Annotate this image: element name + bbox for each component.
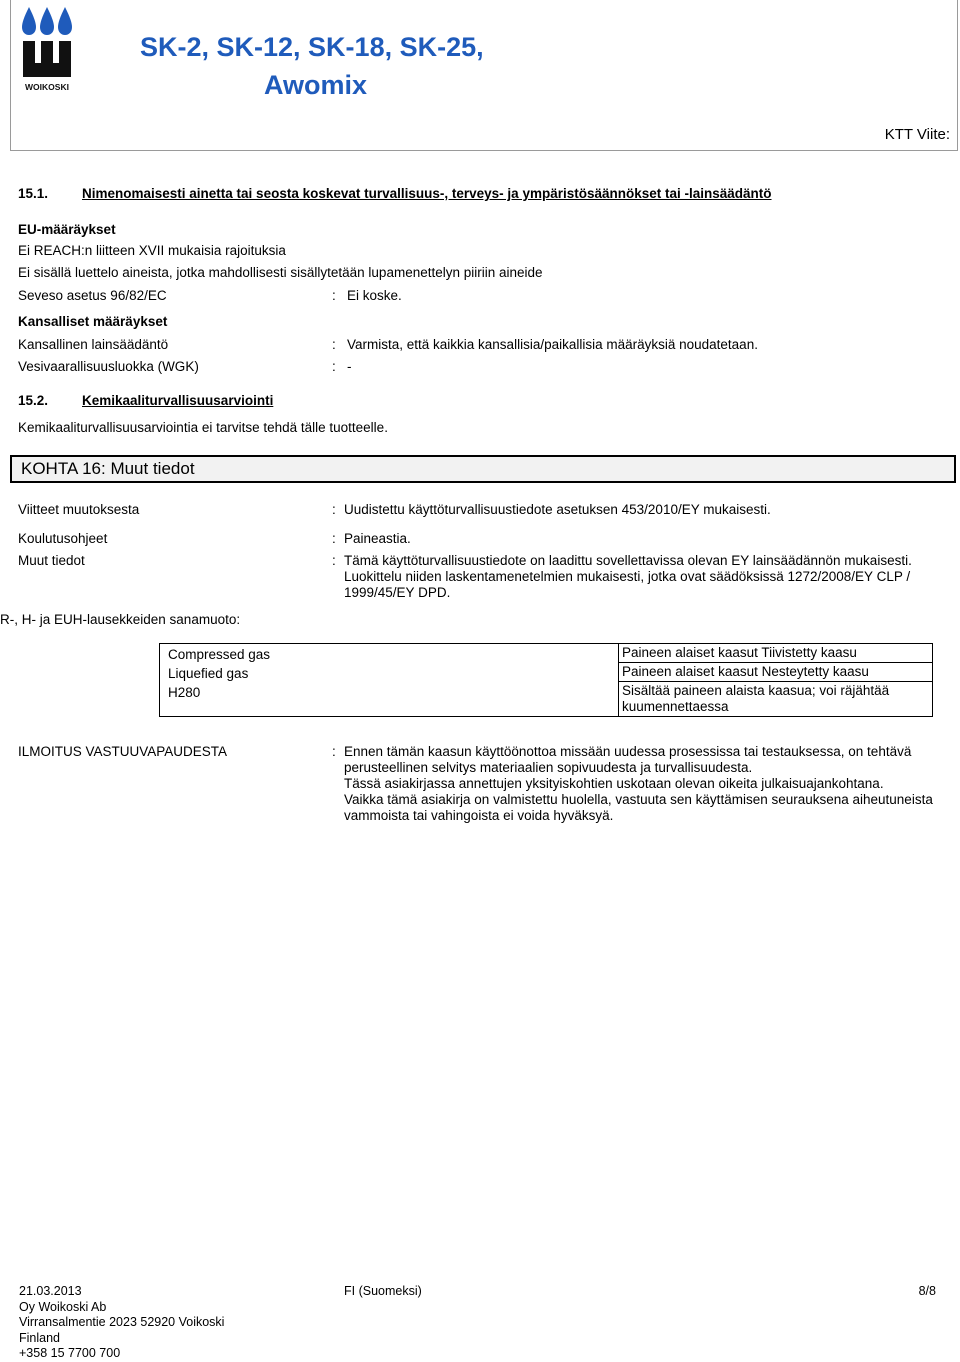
other-info-value-1: Tämä käyttöturvallisuustiedote on laadittu sovellettavissa olevan EY lainsäädännön mukaisesti. — [344, 553, 912, 568]
other-info-value-2: Luokittelu niiden laskentamenetelmien mukaisesti, jotka ovat säädöksissä 1272/2008/EY CLP / 1999/45/EY DPD. — [344, 569, 911, 600]
phrase-codes-cell — [160, 644, 619, 717]
training-value: Paineastia. — [344, 531, 411, 546]
title-line-1: SK-2, SK-12, SK-18, SK-25, — [140, 32, 484, 62]
ktt-reference: KTT Viite: — [884, 126, 950, 143]
section-15-2-title: Kemikaaliturvallisuusarviointi — [82, 393, 274, 408]
section-15-1-title: Nimenomaisesti ainetta tai seosta koskevat turvallisuus-, terveys- ja ympäristösäännökset tai -lainsäädäntö — [82, 186, 772, 201]
phrases-label: R-, H- ja EUH-lausekkeiden sanamuoto: — [0, 612, 241, 627]
phrases-table — [159, 643, 933, 717]
chemical-safety-assessment-text: Kemikaaliturvallisuusarviointia ei tarvitse tehdä tälle tuotteelle. — [18, 420, 388, 435]
title-line-2: Awomix — [264, 70, 368, 100]
seveso-value: Ei koske. — [347, 288, 402, 303]
disclaimer-line-3: Vaikka tämä asiakirja on valmistettu huolella, vastuuta sen käyttämisen seurauksena aiheutuneista vammoista tai vahingoista ei voida hyväksyä. — [344, 792, 933, 823]
footer-language: FI (Suomeksi) — [344, 1284, 422, 1298]
phrase-text: Paineen alaiset kaasut Nesteytetty kaasu — [619, 663, 932, 682]
phrase-text: Paineen alaiset kaasut Tiivistetty kaasu — [619, 644, 932, 663]
authorisation-list-text: Ei sisällä luettelo aineista, jotka mahdollisesti sisällytetään lupamenettelyn piiriin aineide — [18, 265, 543, 280]
document-title — [140, 28, 560, 104]
reach-annex-text: Ei REACH:n liitteen XVII mukaisia rajoituksia — [18, 243, 286, 258]
section-15-2-number: 15.2. — [18, 393, 49, 408]
footer-address: Virransalmentie 2023 52920 Voikoski — [19, 1315, 225, 1329]
eu-regulations-heading: EU-määräykset — [18, 222, 116, 237]
footer-date: 21.03.2013 — [19, 1284, 82, 1298]
national-legislation-value: Varmista, että kaikkia kansallisia/paikallisia määräyksiä noudatetaan. — [347, 337, 758, 352]
woikoski-logo-icon — [20, 3, 74, 93]
phrase-code: Compressed gas — [168, 647, 271, 662]
wgk-value: - — [347, 359, 352, 374]
national-legislation-colon: : — [332, 337, 336, 352]
revision-refs-value: Uudistettu käyttöturvallisuustiedote asetuksen 453/2010/EY mukaisesti. — [344, 502, 771, 517]
other-info-colon: : — [332, 553, 336, 568]
footer-phone: +358 15 7700 700 — [19, 1346, 121, 1360]
disclaimer-line-2: Tässä asiakirjassa annettujen yksityiskohtien uskotaan olevan oikeita julkaisuajankohtana. — [344, 776, 884, 791]
footer-company: Oy Woikoski Ab — [19, 1299, 107, 1314]
phrase-code: H280 — [168, 685, 201, 700]
section-15-1-number: 15.1. — [18, 186, 49, 201]
table-row — [160, 644, 933, 717]
phrase-texts-cell — [619, 644, 933, 717]
logo-wordmark: WOIKOSKI — [25, 82, 69, 92]
national-legislation-label: Kansallinen lainsäädäntö — [18, 337, 169, 352]
disclaimer-line-1: Ennen tämän kaasun käyttöönottoa missään uudessa prosessissa tai testauksessa, on tehtävä perusteellinen selvitys materiaalien sopivuudesta ja turvallisuudesta. — [344, 744, 912, 775]
woikoski-logo — [20, 3, 74, 93]
phrase-code: Liquefied gas — [168, 666, 249, 681]
revision-refs-colon: : — [332, 502, 336, 517]
footer-country: Finland — [19, 1330, 60, 1345]
training-label: Koulutusohjeet — [18, 531, 108, 546]
footer-left — [19, 1284, 224, 1362]
seveso-label: Seveso asetus 96/82/EC — [18, 288, 167, 303]
revision-refs-label: Viitteet muutoksesta — [18, 502, 140, 517]
wgk-label: Vesivaarallisuusluokka (WGK) — [18, 359, 199, 374]
training-colon: : — [332, 531, 336, 546]
disclaimer-label: ILMOITUS VASTUUVAPAUDESTA — [18, 744, 228, 759]
phrase-text: Sisältää paineen alaista kaasua; voi räjähtää kuumennettaessa — [622, 683, 890, 714]
disclaimer-colon: : — [332, 744, 336, 759]
national-regulations-heading: Kansalliset määräykset — [18, 314, 168, 329]
footer-page-number: 8/8 — [918, 1284, 936, 1298]
other-info-label: Muut tiedot — [18, 553, 85, 568]
wgk-colon: : — [332, 359, 336, 374]
disclaimer-text — [344, 744, 944, 824]
seveso-colon: : — [332, 288, 336, 303]
section-16-heading: KOHTA 16: Muut tiedot — [10, 455, 956, 483]
